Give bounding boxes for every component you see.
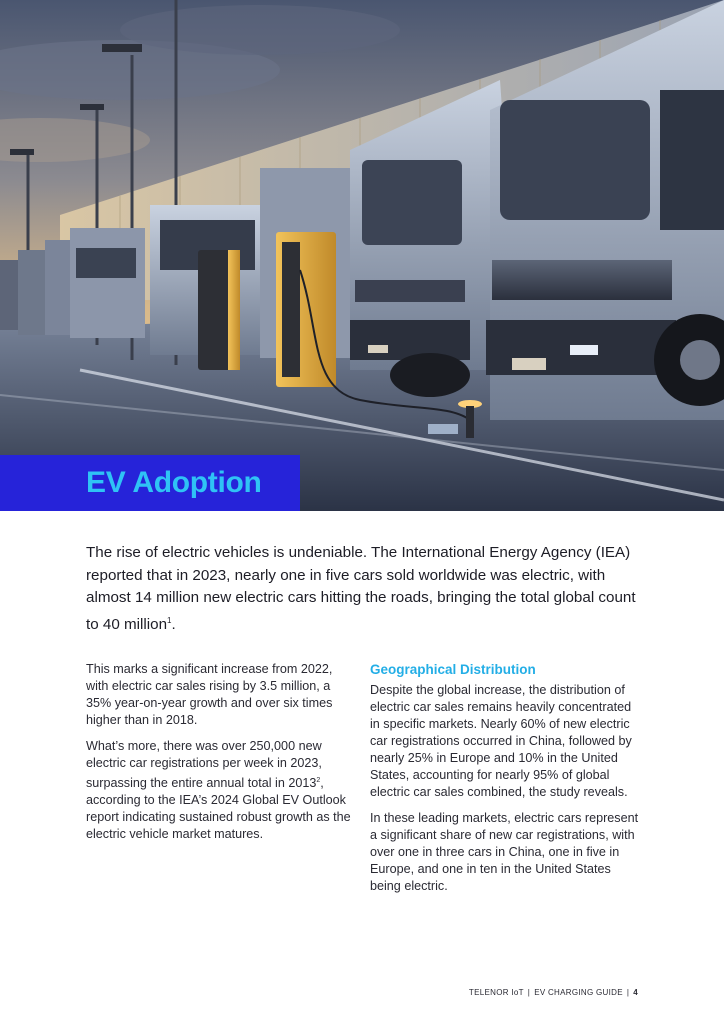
footer-brand: TELENOR IoT [468, 988, 524, 997]
title-band [0, 455, 300, 511]
footer-guide: EV CHARGING GUIDE [534, 988, 623, 997]
intro-paragraph [86, 542, 646, 636]
right-paragraph-2: In these leading markets, electric cars represent a significant share of new car registrations, with over one in three cars in China, one in five in Europe, and one in ten in the United States being electric. [370, 811, 639, 893]
ev-trucks-charging-photo [0, 0, 724, 511]
left-paragraph-2-rest: , according to the IEA’s 2024 Global EV Outlook report indicating sustained robust growth as the electric vehicle market matures. [86, 776, 351, 842]
right-paragraph-1: Despite the global increase, the distribution of electric car sales remains heavily concentrated in specific markets. Nearly 60% of new electric car registrations occurred in China, followed by nearly 25% in Europe and 10% in the United States, accounting for nearly 95% of global electric car sales combined, the study reveals. [370, 683, 632, 799]
intro-text: The rise of electric vehicles is undeniable. The International Energy Agency (IEA) reported that in 2023, nearly one in five cars sold worldwide was electric, with almost 14 million new electric cars hitting the roads, bringing the total global count to 40 million [86, 544, 636, 633]
footnote-1: 1 [167, 615, 172, 625]
right-column [370, 661, 642, 904]
left-paragraph-2 [86, 738, 358, 843]
page-title: EV Adoption [86, 466, 262, 499]
left-paragraph-1: This marks a significant increase from 2022, with electric car sales rising by 3.5 million, a 35% year-on-year growth and over six times higher than in 2018. [86, 662, 333, 727]
page-footer [469, 988, 638, 997]
left-paragraph-2-text: What’s more, there was over 250,000 new electric car registrations per week in 2023, surpassing the entire annual total in 2013 [86, 739, 322, 791]
hero-image [0, 0, 724, 511]
footnote-2: 2 [316, 777, 321, 784]
section-heading: Geographical Distribution [370, 662, 536, 677]
footer-divider-1: | [527, 988, 531, 997]
footer-divider-2: | [626, 988, 630, 997]
page-number: 4 [633, 988, 638, 997]
left-column [86, 661, 358, 852]
intro-end: . [171, 615, 176, 633]
